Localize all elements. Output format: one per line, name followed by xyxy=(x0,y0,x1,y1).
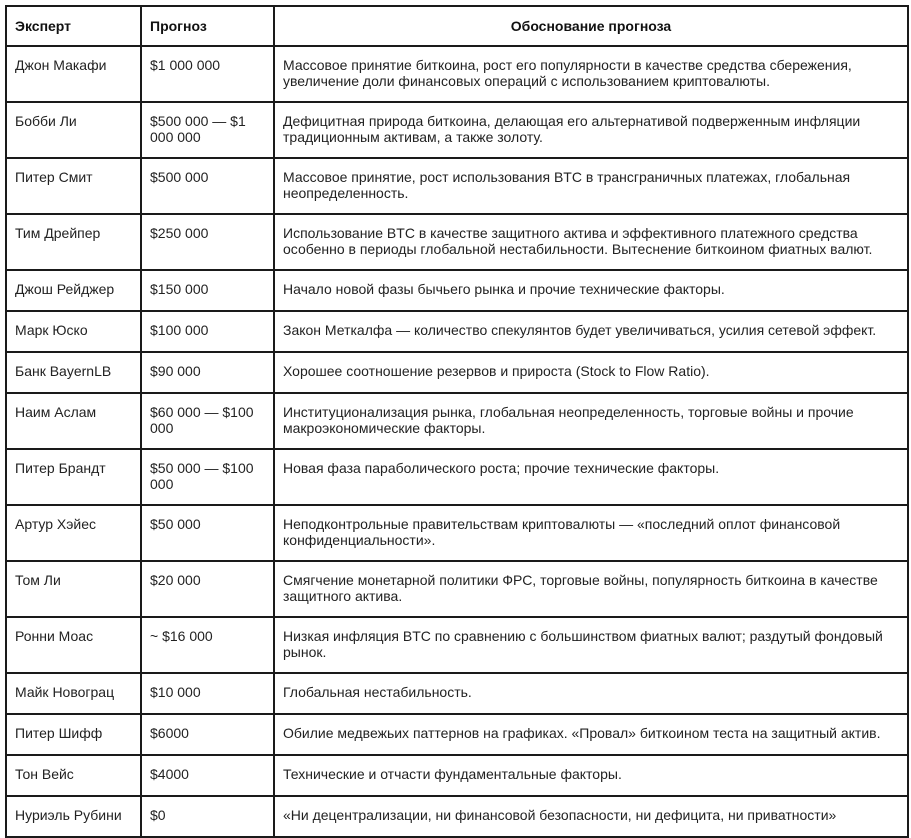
header-forecast: Прогноз xyxy=(141,6,274,46)
table-row xyxy=(6,352,908,393)
expert-cell: Майк Новограц xyxy=(6,673,141,714)
forecast-cell: $60 000 — $100 000 xyxy=(141,393,274,449)
rationale-cell: «Ни децентрализации, ни финансовой безопасности, ни дефицита, ни приватности» xyxy=(274,796,908,837)
forecast-cell: $6000 xyxy=(141,714,274,755)
forecast-cell: $500 000 — $1 000 000 xyxy=(141,102,274,158)
forecast-cell: $20 000 xyxy=(141,561,274,617)
table-row xyxy=(6,673,908,714)
forecast-cell: $500 000 xyxy=(141,158,274,214)
expert-cell: Марк Юско xyxy=(6,311,141,352)
table-row xyxy=(6,617,908,673)
rationale-cell: Неподконтрольные правительствам криптовалюты — «последний оплот финансовой конфиденциальности». xyxy=(274,505,908,561)
table-row xyxy=(6,158,908,214)
expert-cell: Тон Вейс xyxy=(6,755,141,796)
header-rationale: Обоснование прогноза xyxy=(274,6,908,46)
expert-cell: Том Ли xyxy=(6,561,141,617)
rationale-cell: Использование BTC в качестве защитного актива и эффективного платежного средства особенно в периоды глобальной нестабильности. Вытеснение биткоином фиатных валют. xyxy=(274,214,908,270)
expert-cell: Наим Аслам xyxy=(6,393,141,449)
rationale-cell: Начало новой фазы бычьего рынка и прочие технические факторы. xyxy=(274,270,908,311)
forecast-table xyxy=(5,5,909,838)
forecast-cell: $90 000 xyxy=(141,352,274,393)
rationale-cell: Низкая инфляция BTC по сравнению с большинством фиатных валют; раздутый фондовый рынок. xyxy=(274,617,908,673)
header-row xyxy=(6,6,908,46)
table-row xyxy=(6,505,908,561)
forecast-cell: $150 000 xyxy=(141,270,274,311)
rationale-cell: Институционализация рынка, глобальная неопределенность, торговые войны и прочие макроэкономические факторы. xyxy=(274,393,908,449)
forecast-cell: $4000 xyxy=(141,755,274,796)
expert-cell: Нуриэль Рубини xyxy=(6,796,141,837)
table-row xyxy=(6,561,908,617)
rationale-cell: Массовое принятие, рост использования BTC в трансграничных платежах, глобальная неопределенность. xyxy=(274,158,908,214)
expert-cell: Джош Рейджер xyxy=(6,270,141,311)
rationale-cell: Хорошее соотношение резервов и прироста (Stock to Flow Ratio). xyxy=(274,352,908,393)
rationale-cell: Глобальная нестабильность. xyxy=(274,673,908,714)
forecast-cell: $250 000 xyxy=(141,214,274,270)
table-row xyxy=(6,214,908,270)
rationale-cell: Обилие медвежьих паттернов на графиках. «Провал» биткоином теста на защитный актив. xyxy=(274,714,908,755)
rationale-cell: Новая фаза параболического роста; прочие технические факторы. xyxy=(274,449,908,505)
expert-cell: Питер Шифф xyxy=(6,714,141,755)
expert-cell: Ронни Моас xyxy=(6,617,141,673)
forecast-cell: $10 000 xyxy=(141,673,274,714)
expert-cell: Питер Смит xyxy=(6,158,141,214)
rationale-cell: Технические и отчасти фундаментальные факторы. xyxy=(274,755,908,796)
rationale-cell: Дефицитная природа биткоина, делающая его альтернативой подверженным инфляции традиционным активам, а также золоту. xyxy=(274,102,908,158)
table-row xyxy=(6,270,908,311)
table-row xyxy=(6,46,908,102)
expert-cell: Питер Брандт xyxy=(6,449,141,505)
table-row xyxy=(6,393,908,449)
forecast-cell: $50 000 xyxy=(141,505,274,561)
table-row xyxy=(6,449,908,505)
rationale-cell: Смягчение монетарной политики ФРС, торговые войны, популярность биткоина в качестве защитного актива. xyxy=(274,561,908,617)
expert-cell: Бобби Ли xyxy=(6,102,141,158)
forecast-cell: $1 000 000 xyxy=(141,46,274,102)
table-row xyxy=(6,714,908,755)
expert-cell: Артур Хэйес xyxy=(6,505,141,561)
table-row xyxy=(6,796,908,837)
expert-cell: Банк BayernLB xyxy=(6,352,141,393)
forecast-cell: ~ $16 000 xyxy=(141,617,274,673)
forecast-cell: $100 000 xyxy=(141,311,274,352)
forecast-cell: $0 xyxy=(141,796,274,837)
expert-cell: Джон Макафи xyxy=(6,46,141,102)
table-row xyxy=(6,102,908,158)
table-row xyxy=(6,755,908,796)
forecast-cell: $50 000 — $100 000 xyxy=(141,449,274,505)
table-row xyxy=(6,311,908,352)
rationale-cell: Массовое принятие биткоина, рост его популярности в качестве средства сбережения, увеличение доли финансовых операций с использованием криптовалюты. xyxy=(274,46,908,102)
rationale-cell: Закон Меткалфа — количество спекулянтов будет увеличиваться, усилия сетевой эффект. xyxy=(274,311,908,352)
expert-cell: Тим Дрейпер xyxy=(6,214,141,270)
header-expert: Эксперт xyxy=(6,6,141,46)
